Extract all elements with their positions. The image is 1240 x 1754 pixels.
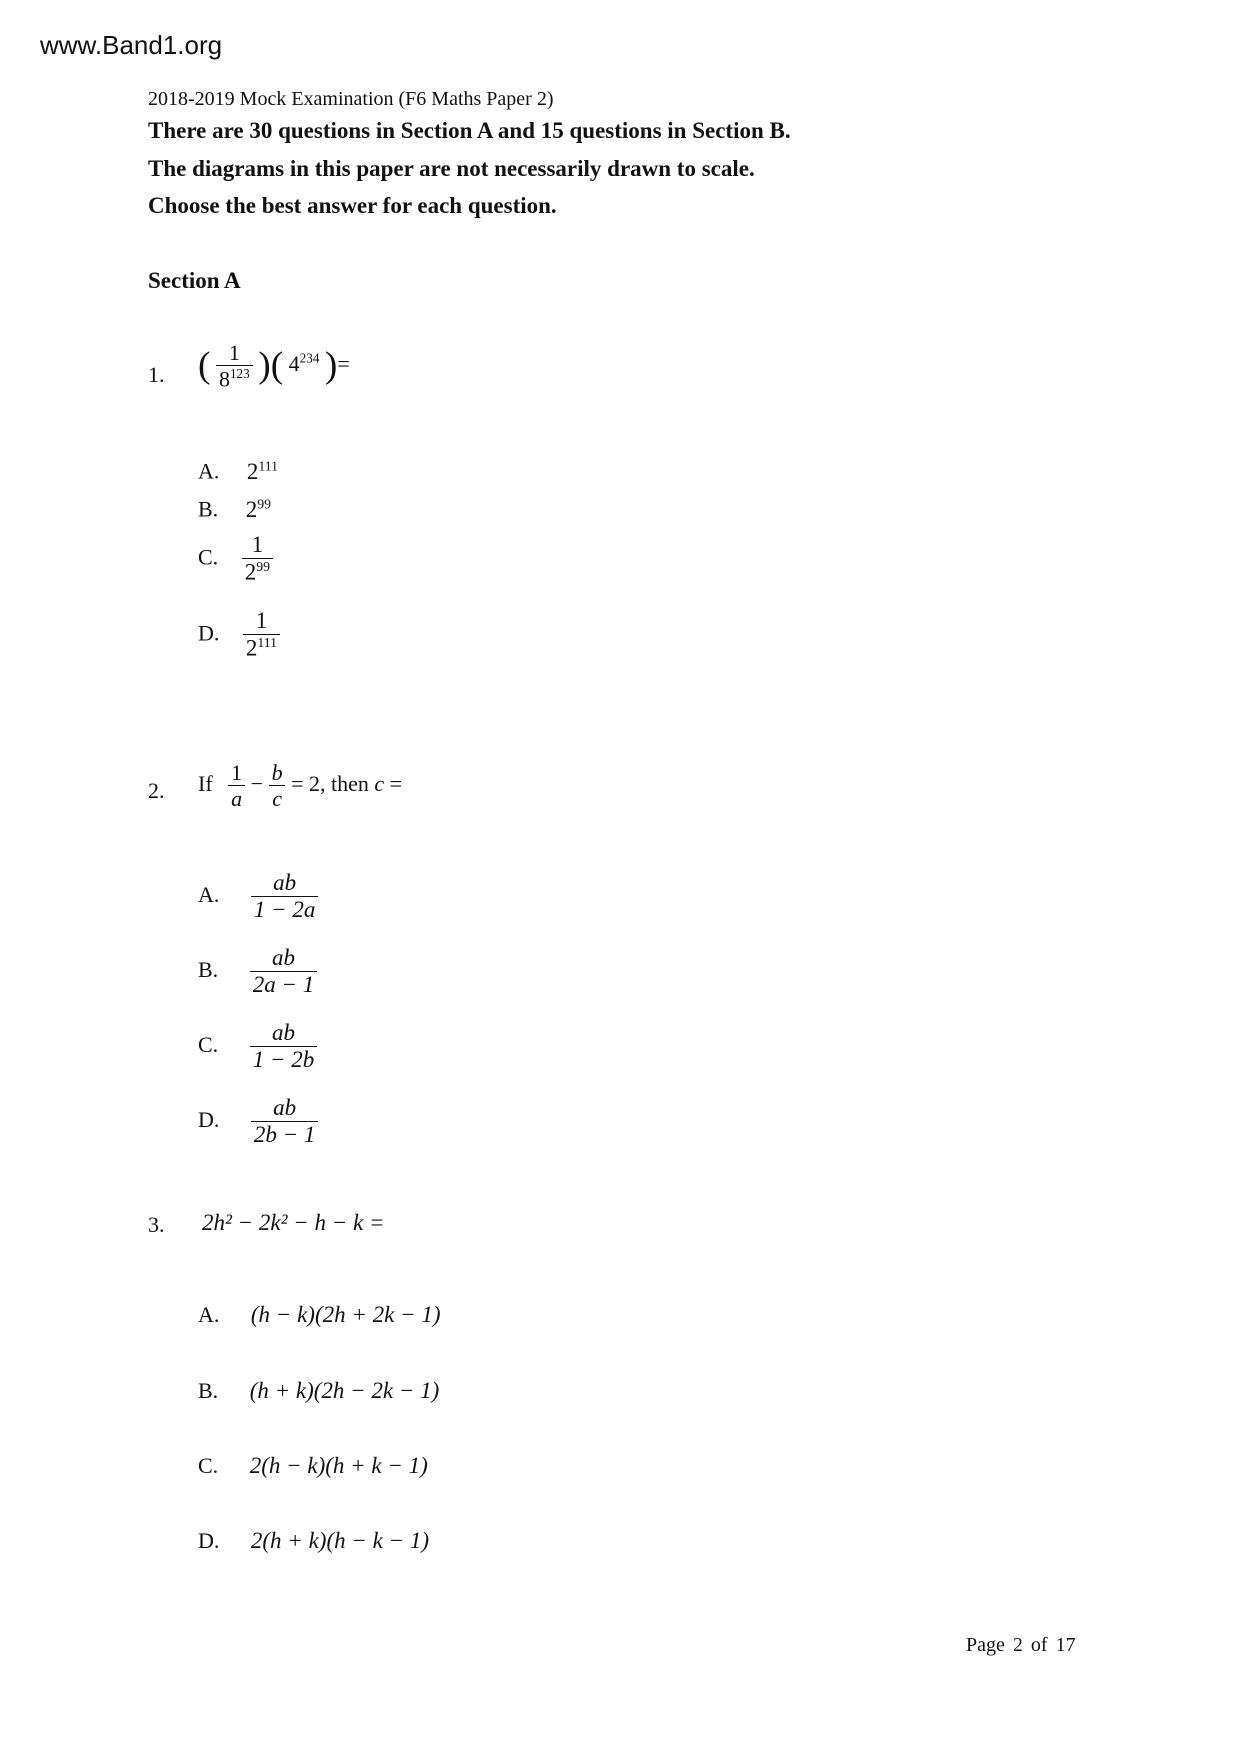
q2-option-b[interactable]: B. $\frac{ab}{2a - 1}$ (198, 945, 317, 999)
q1-fraction: $\frac{1}{8^{123}}$ (216, 340, 253, 392)
q1-option-c[interactable]: C. $\frac{1}{2^{99}}$ (198, 532, 273, 587)
q2-expression: If $\frac{1}{a}$ − $\frac{b}{c}$ = 2, then c = (198, 760, 403, 812)
q2-option-c[interactable]: C. $\frac{ab}{1 - 2b}$ (198, 1020, 317, 1074)
q3-option-d[interactable]: D. 2(h + k)(h − k − 1) (198, 1528, 430, 1553)
q3-option-a[interactable]: A. (h − k)(2h + 2k − 1) (198, 1302, 441, 1327)
q2-option-d[interactable]: D. $\frac{ab}{2b - 1}$ (198, 1095, 318, 1149)
instruction-1: There are 30 questions in Section A and 15 questions in Section B. (148, 118, 791, 143)
q3-number: 3. (148, 1212, 165, 1237)
instruction-2: The diagrams in this paper are not necessarily drawn to scale. (148, 156, 755, 181)
page-word: Page (966, 1634, 1005, 1656)
watermark-text: www.Band1.org (40, 30, 223, 60)
of-word: of (1030, 1634, 1048, 1656)
q1-expression: ( $\frac{1}{8^{123}}$ )( $4^{234}$ )= (198, 340, 350, 392)
q3-expression: 2h² − 2k² − h − k = (202, 1210, 385, 1235)
q1-option-b[interactable]: B. $2^{99}$ (198, 496, 271, 522)
q2-number: 2. (148, 778, 165, 803)
section-title: Section A (148, 268, 241, 293)
page-number: 2 (1012, 1634, 1023, 1656)
instruction-3: Choose the best answer for each question. (148, 193, 557, 218)
q1-number: 1. (148, 362, 165, 387)
q1-option-d[interactable]: D. $\frac{1}{2^{111}}$ (198, 608, 280, 663)
exam-header: 2018-2019 Mock Examination (F6 Maths Paper 2) (148, 88, 554, 110)
q3-option-b[interactable]: B. (h + k)(2h − 2k − 1) (198, 1378, 440, 1403)
q2-option-a[interactable]: A. $\frac{ab}{1 - 2a}$ (198, 870, 318, 924)
q1-option-a[interactable]: A. $2^{111}$ (198, 458, 279, 484)
q3-option-c[interactable]: C. 2(h − k)(h + k − 1) (198, 1453, 428, 1478)
page-indicator (966, 1634, 1084, 1657)
page-total: 17 (1055, 1634, 1076, 1656)
